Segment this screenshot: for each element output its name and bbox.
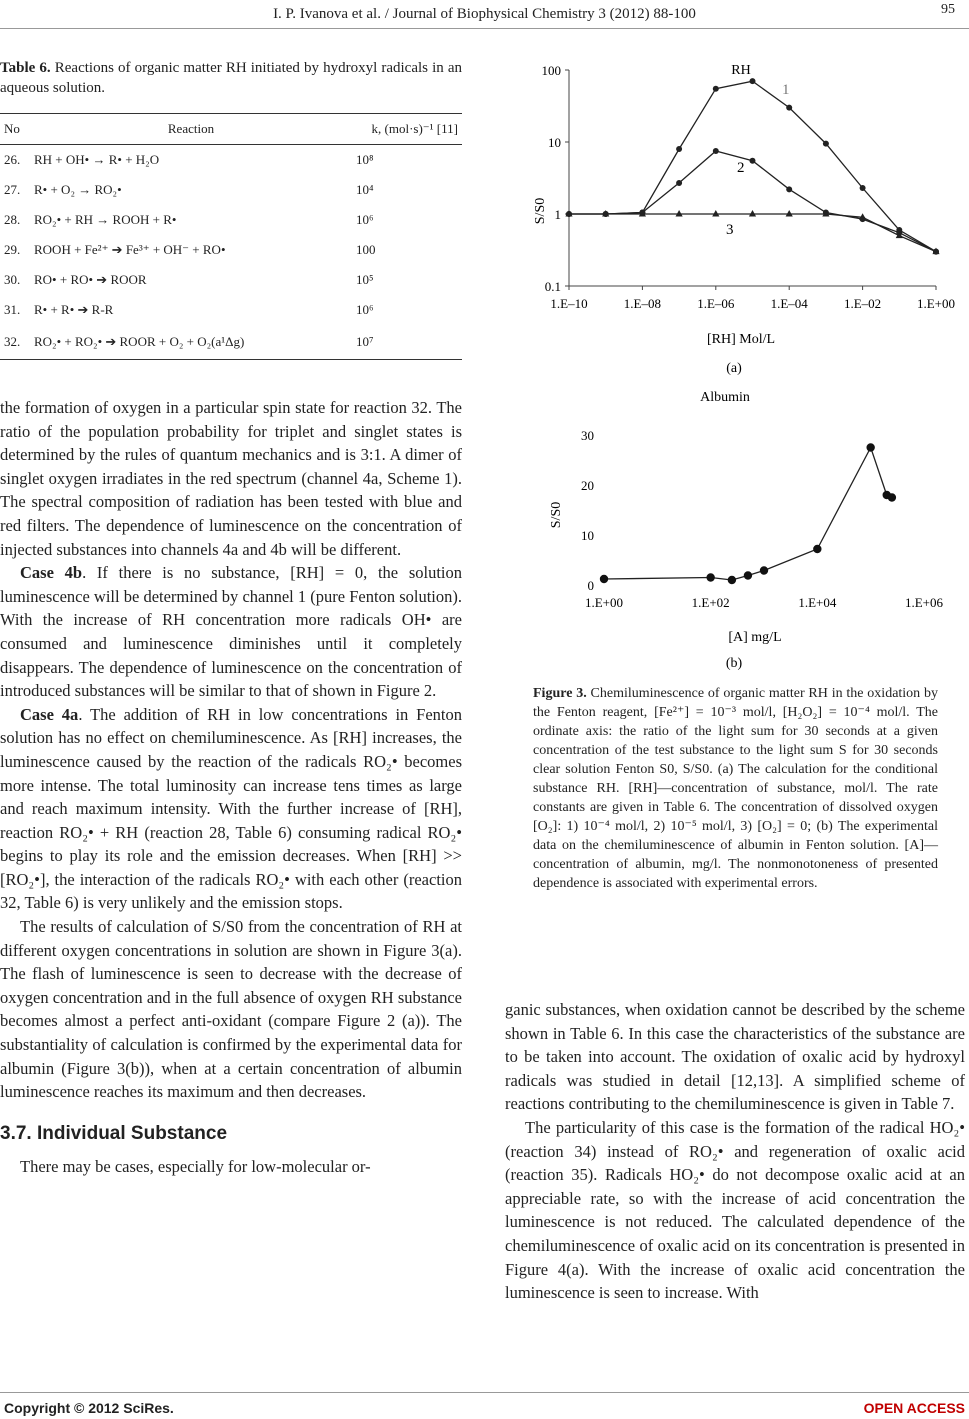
row-k: 10⁴: [356, 182, 374, 197]
series-1-marker: [750, 78, 756, 84]
paragraph: The particularity of this case is the formation of the radical HO₂• (reaction 34) instead of RO₂• and regeneration of oxalic acid (reaction 35). Radicals HO₂• do not decompose oxalic acid at an appreciable rate, so with the increase of acid concentration the luminescence is not reduced. The calculated dependence of the chemiluminescence of oxalic acid on its concentration is presented in Figure 4(a). With the increase of oxalic acid concentration the luminescence is seen to increase. With: [505, 1117, 965, 1303]
row-reaction: RH + OH• → R• + H₂O: [34, 152, 160, 167]
row-reaction: R• + R• ➔ R-R: [34, 302, 114, 317]
row-no: 28.: [4, 212, 21, 227]
paragraph: [0, 703, 462, 915]
figA-xlabel: [RH] Mol/L: [706, 332, 776, 347]
row-k: 10⁵: [356, 272, 374, 287]
paragraph: ganic substances, when oxidation cannot be described by the scheme shown in Table 6. In this case the characteristics of the substance are to be taken into account. The oxidation of oxalic acid by hydroxyl radicals was studied in detail [12,13]. A simplified scheme of reactions contributing to the chemiluminescence is given in Table 7.: [505, 1000, 965, 1114]
x-tick-label: 1.E–10: [550, 296, 588, 311]
footer-copyright: Copyright © 2012 SciRes.: [4, 1400, 174, 1416]
albumin-marker: [866, 443, 874, 451]
x-tick-label: 1.E+04: [798, 595, 837, 610]
row-k: 10⁸: [356, 152, 374, 167]
series-3-marker: [676, 210, 683, 217]
row-no: 26.: [4, 152, 21, 167]
row-k: 10⁶: [356, 302, 374, 317]
footer-rule: [0, 1392, 969, 1393]
y-tick-label: 10: [548, 135, 561, 150]
series-label-1: 1: [782, 82, 790, 98]
header-rule: [0, 28, 969, 29]
page-number: 95: [941, 2, 955, 17]
table-row: [0, 235, 462, 265]
row-k: 100: [356, 242, 376, 257]
y-tick-label: 10: [581, 528, 594, 543]
figure-3b: [520, 385, 950, 675]
albumin-marker: [600, 575, 608, 583]
albumin-marker: [888, 493, 896, 501]
figure-caption-label: Figure 3.: [533, 686, 587, 701]
row-reaction: ROOH + Fe²⁺ ➔ Fe³⁺ + OH⁻ + RO•: [34, 242, 226, 257]
running-head: I. P. Ivanova et al. / Journal of Biophysical Chemistry 3 (2012) 88-100: [273, 6, 696, 22]
table-header-row: [0, 114, 462, 145]
x-tick-label: 1.E–04: [770, 296, 808, 311]
albumin-marker: [760, 566, 768, 574]
row-reaction: R• + O₂ → RO₂•: [34, 182, 122, 197]
series-label-2: 2: [737, 160, 745, 176]
figA-title: RH: [731, 63, 751, 78]
figure-3a: [520, 50, 956, 380]
series-3-marker: [786, 210, 793, 217]
series-3-marker: [749, 210, 756, 217]
row-reaction: RO• + RO• ➔ ROOR: [34, 272, 147, 287]
figB-xlabel: [A] mg/L: [728, 630, 782, 645]
paragraph-text: . If there is no substance, [RH] = 0, the solution luminescence will be determined by channel 1 (pure Fenton solution). With the increase of RH concentration more radicals OH• are consumed and luminescence diminishes until it completely disappears. The dependence of luminescence on the concentration of introduced substances will be similar to that of shown in Figure 2.: [0, 563, 462, 701]
paragraph: The results of calculation of S/S0 from the concentration of RH at different oxygen concentrations in solution are shown in Figure 3(a). The flash of luminescence is seen to decrease with the decrease of oxygen concentration and in the full absence of oxygen RH substance becomes almost a perfect anti-oxidant (compare Figure 2 (a)). The substantiality of calculation is confirmed by the experimental data for albumin (Figure 3(b)), when at a certain concentration of albumin luminescence reaches its maximum and then decreases.: [0, 917, 462, 1102]
x-tick-label: 1.E–02: [843, 296, 882, 311]
albumin-marker: [706, 573, 714, 581]
row-k: 10⁷: [352, 325, 462, 360]
figB-title: Albumin: [700, 390, 750, 405]
row-k: 10⁶: [356, 212, 374, 227]
table-row: [0, 325, 462, 360]
case-4b-lead: Case 4b: [20, 563, 83, 583]
figA-axes: [569, 70, 936, 286]
footer-open-access: OPEN ACCESS: [863, 1400, 965, 1416]
series-2-marker: [676, 180, 682, 186]
x-tick-label: 1.E+02: [691, 595, 730, 610]
y-tick-label: 0.1: [544, 279, 561, 294]
series-1-marker: [860, 185, 866, 191]
row-no: 32.: [0, 325, 30, 360]
right-column: [505, 998, 965, 1305]
paragraph: [0, 561, 462, 703]
series-2-marker: [750, 158, 756, 164]
series-3-marker: [712, 210, 719, 217]
series-2-marker: [713, 148, 719, 154]
section-heading: 3.7. Individual Substance: [0, 1122, 228, 1144]
series-1-marker: [823, 141, 829, 147]
table-row: [0, 175, 462, 205]
col-reaction-header: Reaction: [30, 114, 352, 145]
y-tick-label: 0: [587, 578, 594, 593]
case-4a-lead: Case 4a: [20, 704, 79, 724]
y-tick-label: 100: [541, 63, 561, 78]
table-row: [0, 205, 462, 235]
y-tick-label: 1: [554, 207, 561, 222]
paragraph: There may be cases, especially for low-molecular or-: [20, 1157, 371, 1177]
y-tick-label: 30: [581, 428, 594, 443]
figure-caption-text: Chemiluminescence of organic matter RH in the oxidation by the Fenton reagent, [Fe²⁺] = 10⁻³ mol/l, [H₂O₂] = 10⁻⁴ mol/l. The ordinate axis: the ratio of the light sum for 30 seconds at a given concentration of the test substance to the light sum S for 30 seconds clear solution Fenton S0, S/S0. (a) The calculation for the conditional substance RH. [RH]—concentration of substance, mol/l. The rate constants are given in Table 6. The concentration of dissolved oxygen [O₂]: 1) 10⁻⁴ mol/l, 2) 10⁻⁵ mol/l, 3) [O₂] = 0; (b) The experimental data on the chemiluminescence of albumin in Fenton solution. [A]—concentration of albumin, mg/l. The nonmonotoneness of presented dependence is associated with experimental errors.: [533, 686, 938, 891]
x-tick-label: 1.E–08: [623, 296, 662, 311]
series-2-line: [569, 151, 936, 252]
table-caption-text: Reactions of organic matter RH initiated by hydroxyl radicals in an aqueous solution.: [0, 60, 463, 96]
table-row: [0, 145, 462, 176]
table-row: [0, 265, 462, 295]
figA-ylabel: S/S0: [533, 197, 548, 225]
col-no-header: No: [0, 114, 30, 145]
x-tick-label: 1.E+00: [916, 296, 956, 311]
figB-ylabel: S/S0: [549, 501, 564, 529]
series-1-marker: [676, 146, 682, 152]
albumin-marker: [728, 576, 736, 584]
table-caption: [0, 58, 462, 98]
row-no: 31.: [4, 302, 21, 317]
series-label-3: 3: [726, 222, 734, 238]
albumin-marker: [744, 571, 752, 579]
albumin-marker: [813, 545, 821, 553]
row-no: 29.: [4, 242, 21, 257]
series-1-marker: [713, 86, 719, 92]
col-k-header: k, (mol·s)⁻¹ [11]: [352, 114, 462, 145]
table-row: [0, 295, 462, 325]
row-no: 27.: [4, 182, 21, 197]
x-tick-label: 1.E+06: [904, 595, 944, 610]
series-3-line: [569, 214, 936, 252]
table-caption-label: Table 6.: [0, 60, 51, 76]
figB-panel-label: (b): [725, 656, 743, 671]
left-column: [0, 396, 462, 1179]
paragraph-text: . The addition of RH in low concentrations in Fenton solution has no effect on chemiluminescence. As [RH] increases, the luminescence caused by the reaction of the radicals RO₂• becomes more intense. The total luminosity can increase tens times as large and reach maximum intensity. With the further increase of [RH], reaction RO₂• + RH (reaction 28, Table 6) consuming radical RO₂• begins to play its role and the emission decreases. When [RH] >> [RO₂•], the interaction of the radicals RO₂• with each other (reaction 32, Table 6) is very unlikely and the emission stops.: [0, 704, 463, 913]
row-no: 30.: [4, 272, 21, 287]
figure-3-caption: [533, 684, 938, 893]
row-reaction: RO₂• + RH → ROOH + R•: [34, 212, 177, 227]
y-tick-label: 20: [581, 478, 594, 493]
albumin-line: [604, 448, 892, 581]
x-tick-label: 1.E+00: [584, 595, 624, 610]
x-tick-label: 1.E–06: [697, 296, 735, 311]
series-2-marker: [786, 186, 792, 192]
reaction-table: [0, 113, 462, 360]
series-1-marker: [786, 105, 792, 111]
row-reaction: RO₂• + RO₂• ➔ ROOR + O₂ + O₂(a¹Δg): [30, 325, 352, 360]
figA-panel-label: (a): [726, 361, 742, 376]
paragraph: the formation of oxygen in a particular spin state for reaction 32. The ratio of the population probability for triplet and singlet states is determined by the rules of quantum mechanics and is 3:1. A dimer of singlet oxygen irradiates in the red spectrum (channel 4a, Scheme 1). The spectral composition of radiation has been tested with blue and red filters. The dependence of luminescence on the concentration of injected substances into channels 4a and 4b will be different.: [0, 398, 462, 559]
